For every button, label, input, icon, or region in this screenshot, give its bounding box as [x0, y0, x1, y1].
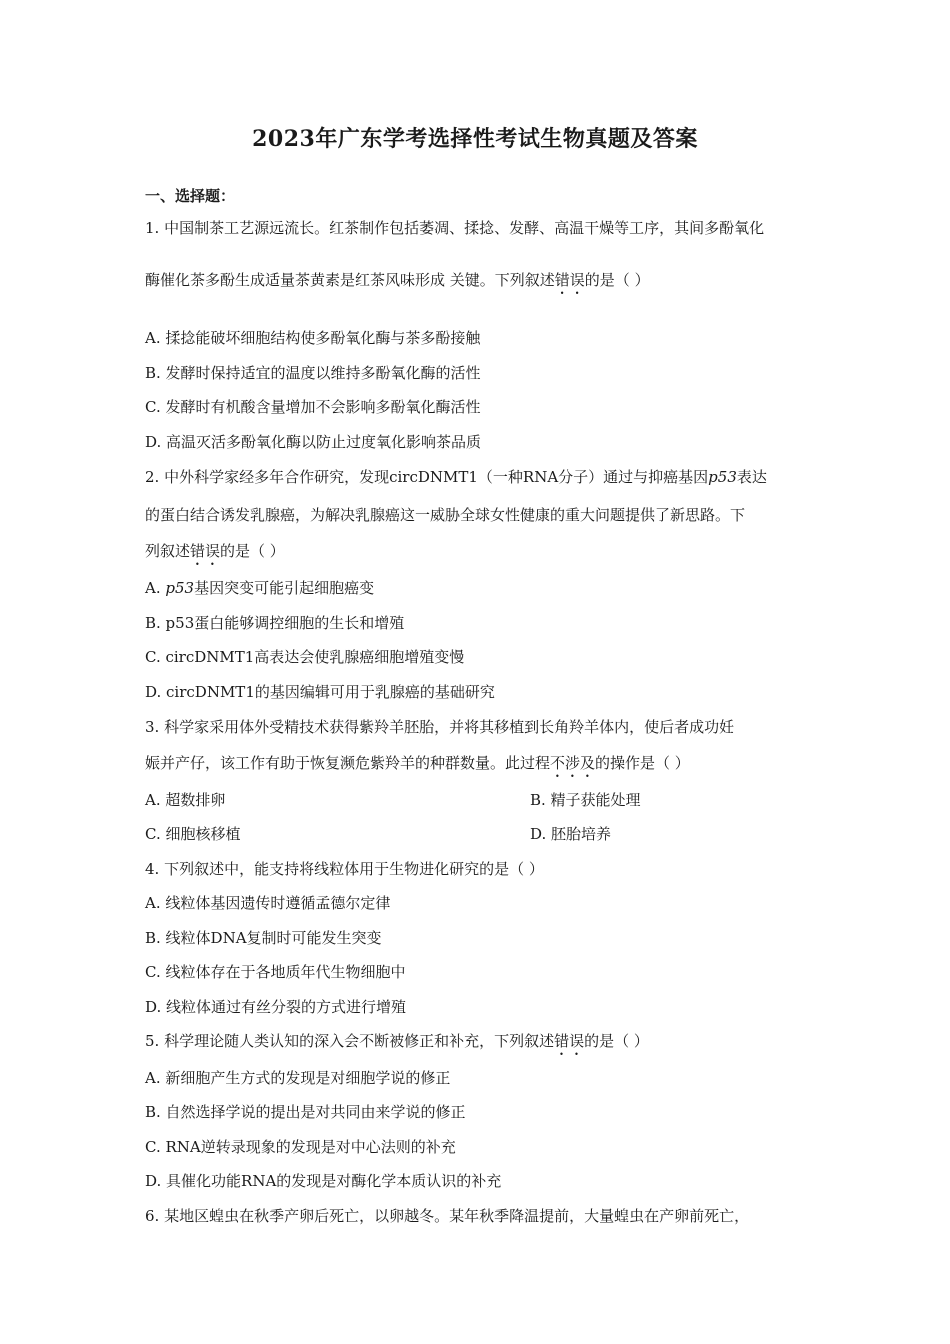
q6-stem-line1: 6. 某地区蝗虫在秋季产卵后死亡，以卵越冬。某年秋季降温提前，大量蝗虫在产卵前死亡，: [145, 1207, 750, 1225]
q2-stem-line2: 的蛋白结合诱发乳腺癌，为解决乳腺癌这一威胁全球女性健康的重大问题提供了新思路。下: [145, 506, 746, 524]
emphasis-mark: 错误: [190, 542, 221, 560]
emphasis-mark: 错误: [554, 1032, 585, 1050]
q2-stem-line3: 列叙述错误的是（ ）: [145, 542, 285, 560]
emphasis-mark: 不涉及: [550, 754, 596, 772]
q2-stem-line1: 2. 中外科学家经多年合作研究，发现circDNMT1（一种RNA分子）通过与抑癌基因p53表达: [145, 468, 767, 486]
q3-stem-line1: 3. 科学家采用体外受精技术获得紫羚羊胚胎，并将其移植到长角羚羊体内，使后者成功妊: [145, 718, 735, 736]
q1-stem-line2: 酶催化茶多酚生成适量茶黄素是红茶风味形成 关键。下列叙述错误的是（ ）: [145, 271, 650, 289]
q2-option-a: A. p53基因突变可能引起细胞癌变: [145, 579, 375, 597]
q2-option-d: D. circDNMT1的基因编辑可用于乳腺癌的基础研究: [145, 683, 495, 701]
section-heading: 一、选择题：: [145, 187, 236, 205]
q1-option-b: B. 发酵时保持适宜的温度以维持多酚氧化酶的活性: [145, 364, 481, 382]
q3-option-c: C. 细胞核移植: [145, 825, 241, 843]
emphasis-mark: 错误: [554, 271, 585, 289]
q2-option-c: C. circDNMT1高表达会使乳腺癌细胞增殖变慢: [145, 648, 465, 666]
q4-option-c: C. 线粒体存在于各地质年代生物细胞中: [145, 963, 406, 981]
q5-option-d: D. 具催化功能RNA的发现是对酶化学本质认识的补充: [145, 1172, 502, 1190]
q1-option-c: C. 发酵时有机酸含量增加不会影响多酚氧化酶活性: [145, 398, 481, 416]
q1-stem-line1: 1. 中国制茶工艺源远流长。红茶制作包括萎凋、揉捻、发酵、高温干燥等工序，其间多酚氧化: [145, 219, 765, 237]
q1-option-d: D. 高温灭活多酚氧化酶以防止过度氧化影响茶品质: [145, 433, 482, 451]
q3-stem-line2: 娠并产仔，该工作有助于恢复濒危紫羚羊的种群数量。此过程不涉及的操作是（ ）: [145, 754, 690, 772]
q5-option-a: A. 新细胞产生方式的发现是对细胞学说的修正: [145, 1069, 451, 1087]
q4-option-d: D. 线粒体通过有丝分裂的方式进行增殖: [145, 998, 407, 1016]
q4-option-a: A. 线粒体基因遗传时遵循孟德尔定律: [145, 894, 391, 912]
q3-option-a: A. 超数排卵: [145, 791, 226, 809]
q4-option-b: B. 线粒体DNA复制时可能发生突变: [145, 929, 382, 947]
q3-option-b: B. 精子获能处理: [530, 791, 641, 809]
q4-stem-line1: 4. 下列叙述中，能支持将线粒体用于生物进化研究的是（ ）: [145, 860, 544, 878]
q2-option-b: B. p53蛋白能够调控细胞的生长和增殖: [145, 614, 405, 632]
page-title: 2023年广东学考选择性考试生物真题及答案: [252, 126, 698, 152]
q1-option-a: A. 揉捻能破坏细胞结构使多酚氧化酶与茶多酚接触: [145, 329, 481, 347]
q5-stem-line1: 5. 科学理论随人类认知的深入会不断被修正和补充，下列叙述错误的是（ ）: [145, 1032, 649, 1050]
q3-option-d: D. 胚胎培养: [530, 825, 612, 843]
q5-option-c: C. RNA逆转录现象的发现是对中心法则的补充: [145, 1138, 456, 1156]
q5-option-b: B. 自然选择学说的提出是对共同由来学说的修正: [145, 1103, 466, 1121]
